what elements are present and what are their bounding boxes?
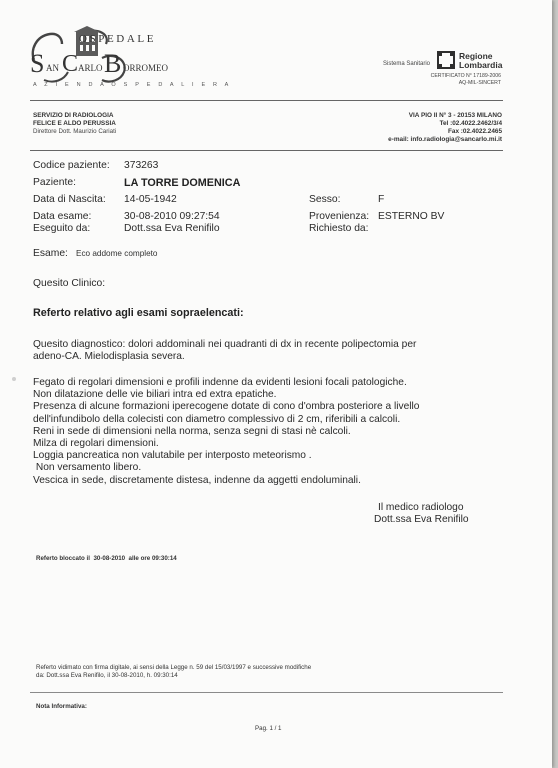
logo-subtitle: A Z I E N D A O S P E D A L I E R A	[33, 82, 232, 88]
data-nascita-value: 14-05-1942	[124, 194, 177, 205]
vidimato-line2: da: Dott.ssa Eva Renifilo, il 30-08-2010, h. 09:30:14	[36, 672, 178, 679]
footer-divider	[30, 692, 503, 693]
address-fax: Fax :02.4022.2465	[447, 128, 502, 135]
certificate-line1: CERTIFICATO N° 17189-2006	[430, 73, 501, 79]
quesito-diagnostico-line1: Quesito diagnostico: dolori addominali nei quadranti di dx in recente polipectomia per	[33, 339, 417, 350]
esame-label: Esame:	[33, 248, 68, 259]
data-esame-value: 30-08-2010 09:27:54	[124, 211, 220, 222]
logo-word-an: AN	[46, 63, 59, 73]
address-tel: Tel :02.4022.2462/3/4	[439, 120, 502, 127]
scan-speck	[12, 377, 16, 381]
sesso-label: Sesso:	[309, 194, 341, 205]
logo-word-arlo: ARLO	[78, 63, 103, 73]
finding-line: Non dilatazione delle vie biliari intra ed extra epatiche.	[33, 389, 277, 401]
regione-name-line2: Lombardia	[459, 60, 503, 70]
finding-line: Non versamento libero.	[33, 462, 142, 474]
richiesto-da-label: Richiesto da:	[309, 223, 369, 234]
finding-line: Fegato di regolari dimensioni e profili indenne da evidenti lesioni focali patologiche.	[33, 377, 407, 388]
eseguito-da-label: Eseguito da:	[33, 223, 91, 234]
paziente-value: LA TORRE DOMENICA	[124, 177, 241, 189]
referto-title: Referto relativo agli esami sopraelencati:	[33, 307, 244, 319]
page-number: Pag. 1 / 1	[255, 725, 282, 732]
finding-line: Reni in sede di dimensioni nella norma, senza segni di stasi nè calcoli.	[33, 425, 351, 437]
codice-paziente-value: 373263	[124, 160, 159, 171]
address-email: e-mail: info.radiologia@sancarlo.mi.it	[388, 136, 502, 143]
paziente-label: Paziente:	[33, 177, 76, 188]
signature-role: Il medico radiologo	[378, 502, 464, 513]
logo-word-ospedale: OSPEDALE	[79, 33, 157, 45]
sistema-sanitario-label: Sistema Sanitario	[383, 61, 431, 67]
service-line1: SERVIZIO DI RADIOLOGIA	[33, 112, 114, 119]
data-esame-label: Data esame:	[33, 211, 92, 222]
provenienza-label: Provenienza:	[309, 211, 370, 222]
vidimato-line1: Referto vidimato con firma digitale, ai sensi della Legge n. 59 del 15/03/1997 e successive modifiche	[36, 664, 312, 671]
sesso-value: F	[378, 194, 385, 205]
certificate-line2: AQ-MIL-SINCERT	[458, 80, 501, 86]
quesito-clinico-label: Quesito Clinico:	[33, 278, 106, 289]
quesito-diagnostico-line2: adeno-CA. Mielodisplasia severa.	[33, 351, 185, 362]
logo-letter-b: B	[104, 49, 122, 78]
service-line2: FELICE E ALDO PERUSSIA	[33, 120, 116, 127]
address-street: VIA PIO II N° 3 - 20153 MILANO	[408, 112, 502, 119]
finding-line: dell'infundibolo della colecisti con diametro complessivo di 2 cm, riferibili a calcoli.	[33, 413, 401, 425]
finding-line: Presenza di alcune formazioni iperecogene dotate di cono d'ombra posteriore a livello	[33, 401, 420, 413]
logo-letter-s: S	[30, 49, 45, 78]
finding-line: Loggia pancreatica non valutabile per interposto meteorismo .	[33, 450, 312, 462]
eseguito-da-value: Dott.ssa Eva Renifilo	[124, 223, 220, 234]
referto-bloccato: Referto bloccato il 30-08-2010 alle ore 09:30:14	[36, 555, 177, 562]
regione-name-line1: Regione	[459, 51, 493, 61]
service-director: Direttore Dott. Maurizio Cariati	[33, 128, 117, 135]
signature-name: Dott.ssa Eva Renifilo	[374, 514, 469, 525]
codice-paziente-label: Codice paziente:	[33, 160, 110, 171]
logo-word-orromeo: ORROMEO	[123, 63, 169, 73]
header-divider	[30, 100, 503, 101]
data-nascita-label: Data di Nascita:	[33, 194, 106, 205]
nota-informativa: Nota Informativa:	[36, 703, 87, 710]
regione-lombardia-icon	[437, 51, 455, 69]
logo-letter-c: C	[62, 51, 79, 77]
provenienza-value: ESTERNO BV	[378, 211, 445, 222]
finding-line: Vescica in sede, discretamente distesa, indenne da aggetti endoluminali.	[33, 474, 361, 486]
findings-list	[33, 377, 503, 487]
esame-value: Eco addome completo	[76, 249, 158, 258]
finding-line: Milza di regolari dimensioni.	[33, 438, 159, 450]
service-divider	[30, 150, 503, 151]
